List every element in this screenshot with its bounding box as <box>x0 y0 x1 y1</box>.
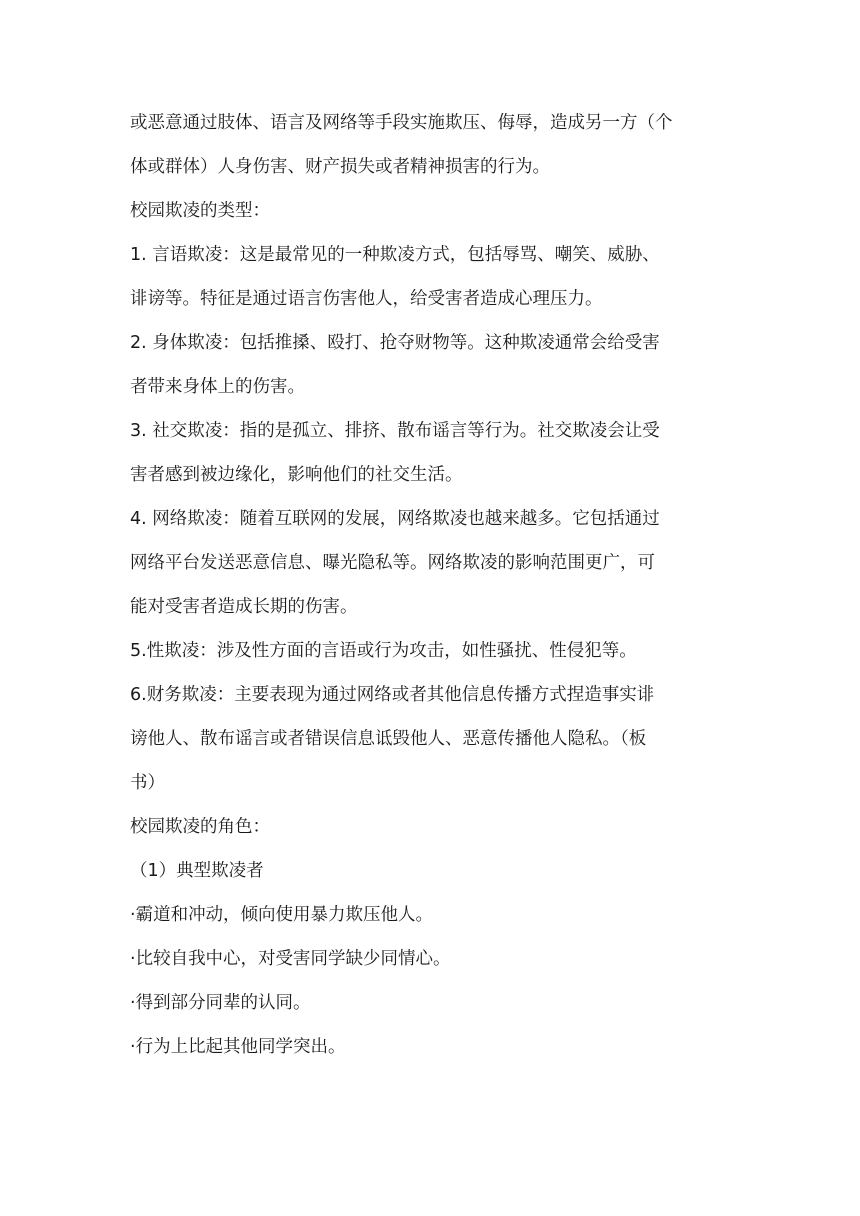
list-item: 4. 网络欺凌：随着互联网的发展，网络欺凌也越来越多。它包括通过 <box>130 509 660 529</box>
bullet-item: ·得到部分同辈的认同。 <box>130 993 311 1013</box>
text-line: 书） <box>130 773 165 793</box>
bullet-item: ·比较自我中心，对受害同学缺少同情心。 <box>130 949 451 969</box>
text-line: 谤他人、散布谣言或者错误信息诋毁他人、恶意传播他人隐私。（板 <box>130 729 647 749</box>
bullet-item: ·霸道和冲动，倾向使用暴力欺压他人。 <box>130 905 434 925</box>
text-line: 能对受害者造成长期的伤害。 <box>130 597 358 617</box>
text-line: 者带来身体上的伤害。 <box>130 377 305 397</box>
text-line: 诽谤等。特征是通过语言伤害他人，给受害者造成心理压力。 <box>130 289 603 309</box>
list-item: 5.性欺凌：涉及性方面的言语或行为攻击，如性骚扰、性侵犯等。 <box>130 641 637 661</box>
list-item: 1. 言语欺凌：这是最常见的一种欺凌方式，包括辱骂、嘲笑、威胁、 <box>130 245 660 265</box>
text-line: 害者感到被边缘化，影响他们的社交生活。 <box>130 465 463 485</box>
list-item: 6.财务欺凌：主要表现为通过网络或者其他信息传播方式捏造事实诽 <box>130 685 655 705</box>
document-body <box>130 112 730 1080</box>
section-heading: 校园欺凌的角色： <box>130 817 270 837</box>
text-line: 或恶意通过肢体、语言及网络等手段实施欺压、侮辱，造成另一方（个 <box>130 113 673 133</box>
bullet-item: ·行为上比起其他同学突出。 <box>130 1037 346 1057</box>
text-line: 网络平台发送恶意信息、曝光隐私等。网络欺凌的影响范围更广，可 <box>130 553 655 573</box>
text-line: 体或群体）人身伤害、财产损失或者精神损害的行为。 <box>130 157 550 177</box>
section-heading: 校园欺凌的类型： <box>130 201 270 221</box>
list-item: 2. 身体欺凌：包括推搡、殴打、抢夺财物等。这种欺凌通常会给受害 <box>130 333 660 353</box>
list-item: 3. 社交欺凌：指的是孤立、排挤、散布谣言等行为。社交欺凌会让受 <box>130 421 660 441</box>
subsection-heading: （1）典型欺凌者 <box>130 861 264 881</box>
